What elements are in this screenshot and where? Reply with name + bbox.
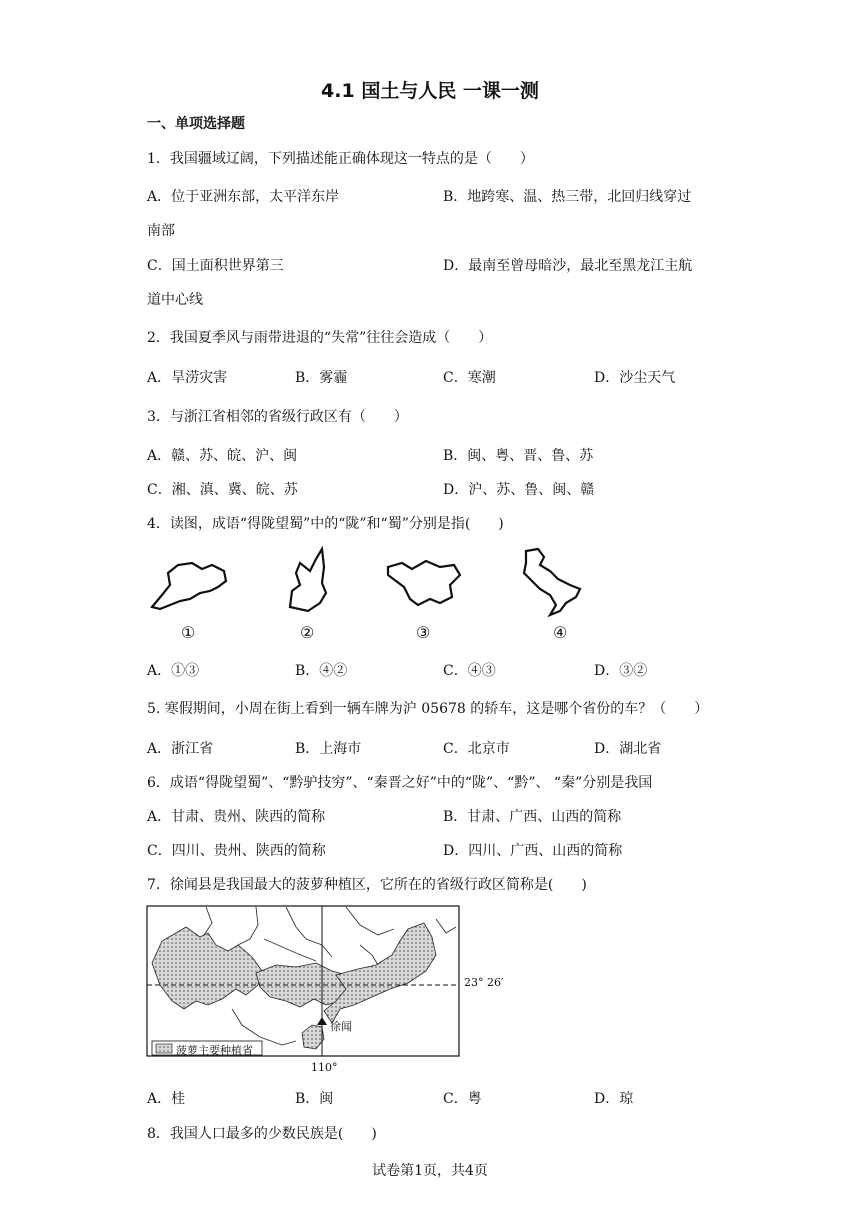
province-outlines-figure	[140, 545, 600, 645]
section-heading: 一、单项选择题	[147, 116, 245, 132]
province-outline-4	[524, 549, 580, 615]
question-4-stem: 4．读图，成语“得陇望蜀”中的“陇”和“蜀”分别是指( )	[147, 516, 504, 532]
question-1-stem: 1．我国疆域辽阔，下列描述能正确体现这一特点的是（ ）	[147, 151, 534, 167]
q3-option-a[interactable]: A．赣、苏、皖、沪、闽	[147, 448, 298, 464]
figure-label-2: ②	[300, 623, 315, 642]
page-title: 4.1 国土与人民 一课一测	[321, 80, 539, 102]
q4-option-b[interactable]: B．④②	[295, 663, 348, 679]
q6-option-b[interactable]: B．甘肃、广西、山西的简称	[443, 809, 622, 825]
q4-option-d[interactable]: D．③②	[594, 663, 648, 679]
map-place-label: 徐闻	[330, 1020, 352, 1033]
q5-option-b[interactable]: B．上海市	[295, 741, 362, 757]
province-outline-3	[388, 561, 460, 605]
q6-option-c[interactable]: C．四川、贵州、陕西的简称	[147, 843, 326, 859]
figure-label-3: ③	[416, 623, 431, 642]
map-latitude-label: 23° 26′	[464, 976, 504, 989]
province-outline-2	[290, 549, 326, 611]
map-longitude-label: 110°	[311, 1061, 338, 1074]
legend-swatch	[156, 1044, 172, 1053]
q3-option-c[interactable]: C．湘、滇、冀、皖、苏	[147, 482, 298, 498]
q3-option-b[interactable]: B．闽、粤、晋、鲁、苏	[443, 448, 594, 464]
q2-option-b[interactable]: B．雾霾	[295, 370, 348, 386]
q4-option-c[interactable]: C．④③	[443, 663, 496, 679]
q7-option-b[interactable]: B．闽	[295, 1091, 334, 1107]
figure-label-4: ④	[553, 623, 568, 642]
q2-option-c[interactable]: C．寒潮	[443, 370, 496, 386]
q4-option-a[interactable]: A．①③	[147, 663, 200, 679]
map-legend-label: 菠萝主要种植省	[176, 1044, 253, 1057]
q6-option-a[interactable]: A．甘肃、贵州、陕西的简称	[147, 809, 326, 825]
q2-option-a[interactable]: A．旱涝灾害	[147, 370, 228, 386]
question-8-stem: 8．我国人口最多的少数民族是( )	[147, 1126, 377, 1142]
question-2-stem: 2．我国夏季风与雨带进退的“失常”往往会造成（ ）	[147, 330, 493, 346]
q7-option-a[interactable]: A．桂	[147, 1091, 186, 1107]
question-3-stem: 3．与浙江省相邻的省级行政区有（ ）	[147, 409, 408, 425]
q1-option-b-continued: 南部	[147, 223, 175, 239]
question-5-stem: 5. 寒假期间，小周在街上看到一辆车牌为沪 05678 的轿车，这是哪个省份的车？（ ）	[147, 701, 709, 717]
q5-option-d[interactable]: D．湖北省	[594, 741, 662, 757]
q1-option-c[interactable]: C．国土面积世界第三	[147, 258, 284, 274]
q7-option-d[interactable]: D．琼	[594, 1091, 634, 1107]
q5-option-a[interactable]: A．浙江省	[147, 741, 214, 757]
q1-option-a[interactable]: A．位于亚洲东部，太平洋东岸	[147, 189, 340, 205]
q3-option-d[interactable]: D．沪、苏、鲁、闽、赣	[443, 482, 595, 498]
q1-option-d[interactable]: D．最南至曾母暗沙，最北至黑龙江主航	[443, 258, 693, 274]
south-china-map-figure	[146, 905, 461, 1065]
page-footer: 试卷第1页，共4页	[372, 1163, 488, 1179]
figure-label-1: ①	[181, 623, 196, 642]
q6-option-d[interactable]: D．四川、广西、山西的简称	[443, 843, 623, 859]
question-7-stem: 7．徐闻县是我国最大的菠萝种植区，它所在的省级行政区简称是( )	[147, 877, 587, 893]
q2-option-d[interactable]: D．沙尘天气	[594, 370, 676, 386]
q1-option-d-continued: 道中心线	[147, 292, 203, 308]
q5-option-c[interactable]: C．北京市	[443, 741, 510, 757]
q1-option-b[interactable]: B．地跨寒、温、热三带，北回归线穿过	[443, 189, 692, 205]
q7-option-c[interactable]: C．粤	[443, 1091, 482, 1107]
province-outline-1	[152, 563, 226, 609]
question-6-stem: 6．成语“得陇望蜀”、“黔驴技穷”、“秦晋之好”中的“陇”、“黔”、 “秦”分别是我国	[147, 775, 653, 791]
